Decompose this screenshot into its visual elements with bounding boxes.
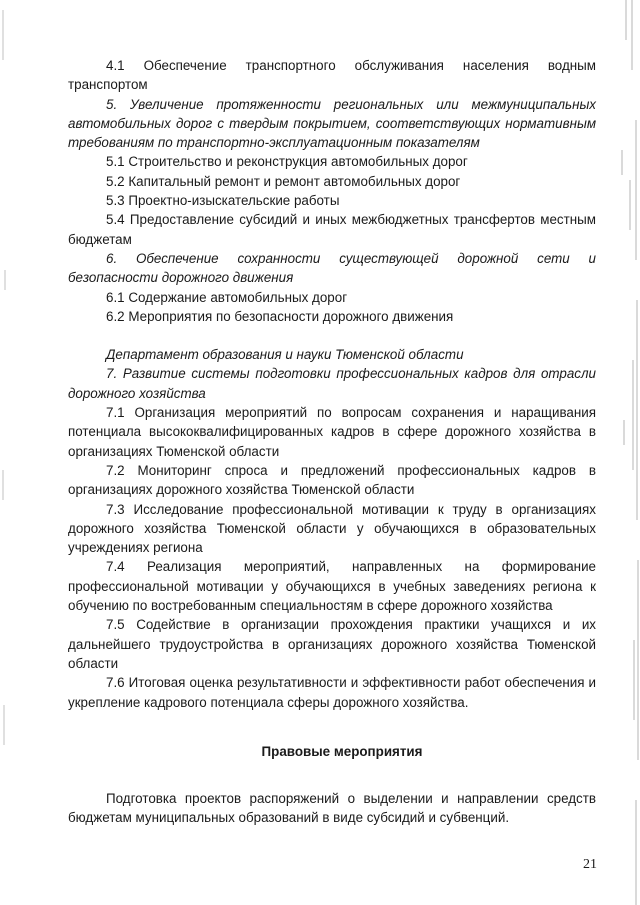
page-content: [68, 56, 596, 828]
scan-edge-artifact: [0, 0, 10, 905]
section-heading: Правовые мероприятия: [261, 743, 423, 759]
paragraph: 7.5 Содействие в организации прохождения практики учащихся и их дальнейшего трудоустройства в организациях дорожного хозяйства Тюменской области: [68, 617, 596, 671]
spacer: [68, 326, 596, 345]
paragraph: 5.3 Проектно-изыскательские работы: [106, 193, 340, 209]
measures-list-part-1: [68, 56, 596, 326]
task-heading: 7. Развитие системы подготовки профессиональных кадров для отрасли дорожного хозяйства: [68, 366, 596, 401]
paragraph: 4.1 Обеспечение транспортного обслуживания населения водным транспортом: [68, 58, 596, 93]
final-paragraph: Подготовка проектов распоряжений о выделении и направлении средств бюджетам муниципальных образований в виде субсидий и субвенций.: [68, 791, 596, 826]
page-number: 21: [583, 857, 597, 872]
department-heading: Департамент образования и науки Тюменской области: [106, 347, 464, 363]
paragraph: 7.1 Организация мероприятий по вопросам сохранения и наращивания потенциала высококвалифицированных кадров в сфере дорожного хозяйства в организациях Тюменской области: [68, 405, 596, 459]
paragraph: 7.6 Итоговая оценка результативности и эффективности работ обеспечения и укрепление кадрового потенциала сферы дорожного хозяйства.: [68, 675, 596, 710]
scan-edge-artifact: [596, 0, 640, 905]
paragraph: 7.4 Реализация мероприятий, направленных на формирование профессиональной мотивации у обучающихся в учебных заведениях региона к обучению по востребованным специальностям в сфере дорожного хозяйства: [68, 559, 596, 614]
spacer: [68, 712, 596, 740]
measures-list-part-2: [68, 345, 596, 712]
paragraph: 5.1 Строительство и реконструкция автомобильных дорог: [106, 154, 468, 170]
spacer: [68, 761, 596, 789]
paragraph: 6.2 Мероприятия по безопасности дорожного движения: [106, 308, 454, 324]
task-heading: 6. Обеспечение сохранности существующей дорожной сети и безопасности дорожного движения: [68, 250, 596, 286]
paragraph: 7.3 Исследование профессиональной мотивации к труду в организациях дорожного хозяйства Тюменской области у обучающихся в образовательных учреждениях региона: [68, 501, 596, 556]
paragraph: 5.4 Предоставление субсидий и иных межбюджетных трансфертов местным бюджетам: [68, 212, 596, 247]
paragraph: 5.2 Капитальный ремонт и ремонт автомобильных дорог: [106, 173, 461, 189]
task-heading: 5. Увеличение протяженности региональных или межмуниципальных автомобильных дорог с твердым покрытием, соответствующих нормативным требованиям по транспортно-эксплуатационным показателям: [68, 96, 596, 151]
paragraph: 7.2 Мониторинг спроса и предложений профессиональных кадров в организациях дорожного хозяйства Тюменской области: [68, 462, 596, 498]
paragraph: 6.1 Содержание автомобильных дорог: [106, 289, 348, 305]
